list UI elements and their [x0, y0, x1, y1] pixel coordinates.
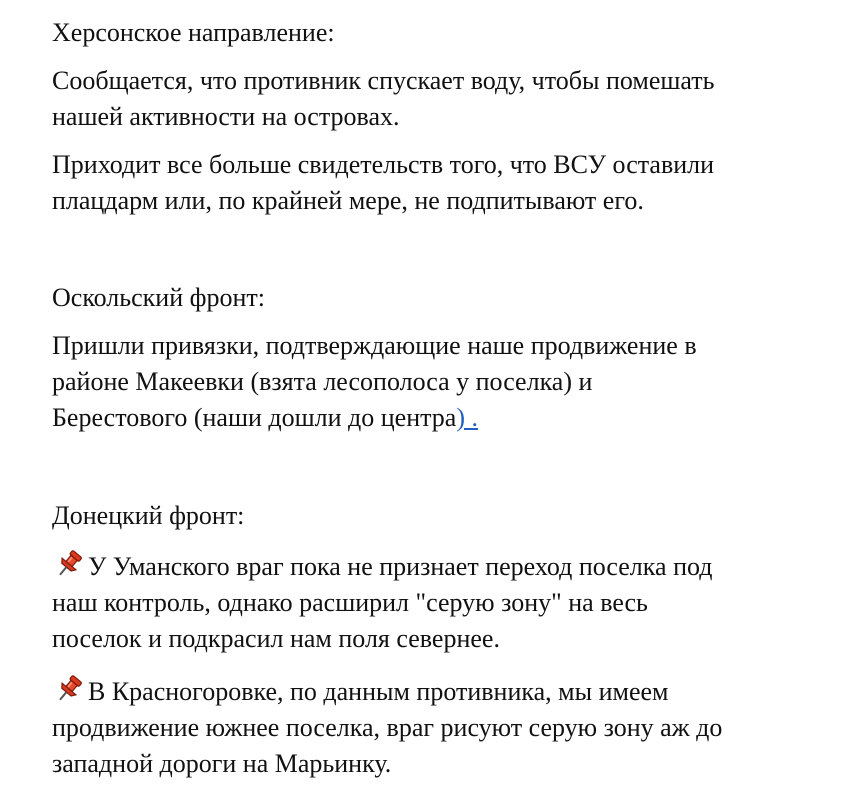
text-fragment: В Красногоровке, по данным противника, мы имеем	[88, 677, 669, 706]
oskol-heading: Оскольский фронт:	[52, 283, 265, 312]
text-line: Приходит все больше свидетельств того, что ВСУ оставили	[52, 150, 715, 179]
pushpin-icon	[52, 549, 86, 579]
text-line: Пришли привязки, подтверждающие наше продвижение в	[52, 331, 697, 360]
pushpin-icon	[52, 674, 86, 704]
text-line: поселок и подкрасил нам поля севернее.	[52, 624, 500, 653]
kherson-heading: Херсонское направление:	[52, 18, 335, 47]
kherson-paragraph-1	[52, 63, 842, 135]
source-link[interactable]: ) .	[456, 403, 479, 432]
donetsk-heading: Донецкий фронт:	[52, 501, 245, 530]
text-fragment: У Уманского враг пока не признает переход поселка под	[88, 552, 713, 581]
text-line	[52, 549, 842, 585]
text-line	[52, 400, 842, 436]
text-line: наш контроль, однако расширил "серую зону" на весь	[52, 588, 648, 617]
text-fragment: Берестового (наши дошли до центра	[52, 403, 457, 432]
text-line: плацдарм или, по крайней мере, не подпитывают его.	[52, 186, 644, 215]
donetsk-paragraph-2	[52, 674, 842, 782]
kherson-paragraph-2	[52, 147, 842, 219]
text-line	[52, 674, 842, 710]
oskol-paragraph-1	[52, 328, 842, 436]
donetsk-paragraph-1	[52, 549, 842, 657]
text-line: Сообщается, что противник спускает воду, чтобы помешать	[52, 66, 715, 95]
text-line: нашей активности на островах.	[52, 102, 400, 131]
text-line: районе Макеевки (взята лесополоса у поселка) и	[52, 367, 593, 396]
text-line: продвижение южнее поселка, враг рисуют серую зону аж до	[52, 713, 723, 742]
text-line: западной дороги на Марьинку.	[52, 749, 392, 778]
